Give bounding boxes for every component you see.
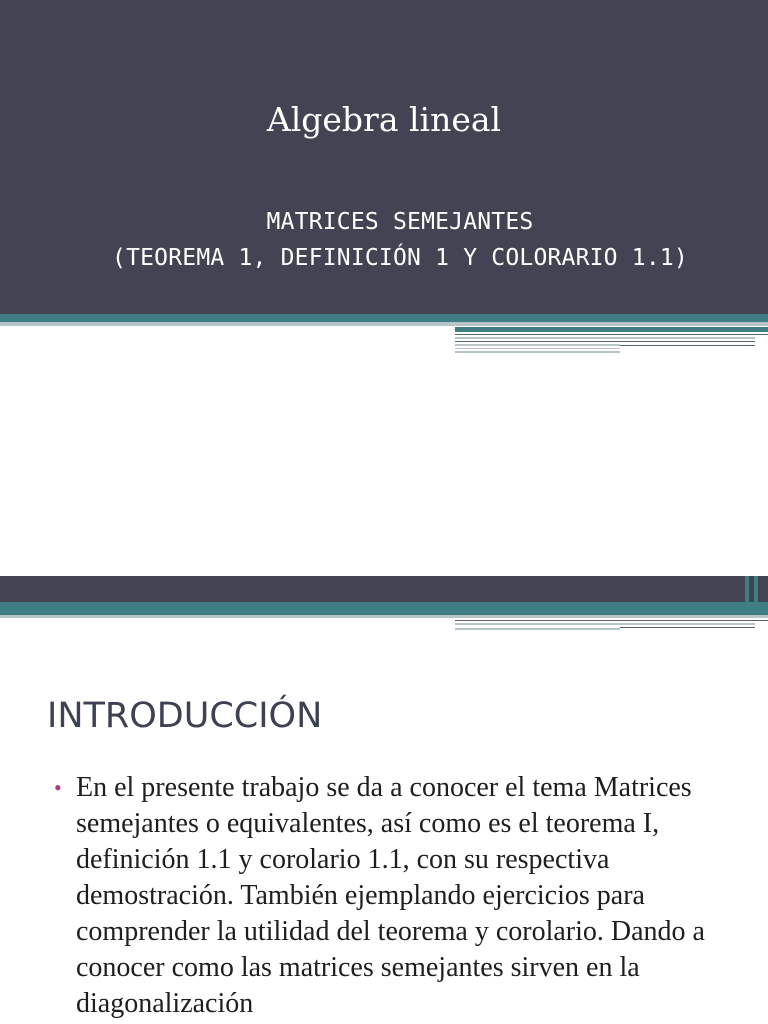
accent-stripe: [0, 314, 768, 322]
accent-line: [455, 341, 755, 342]
accent-line: [620, 627, 755, 628]
accent-line: [455, 337, 755, 339]
accent-line: [455, 334, 768, 335]
accent-line: [455, 351, 620, 353]
bullet-list: [50, 770, 750, 1022]
accent-tick: [745, 576, 749, 602]
subtitle-line: MATRICES SEMEJANTES: [266, 209, 534, 235]
content-slide: [0, 576, 768, 1024]
accent-line: [455, 348, 620, 349]
bullet-icon: •: [54, 775, 62, 800]
subtitle-line: (TEOREMA 1, DEFINICIÓN 1 Y COLORARIO 1.1): [112, 245, 688, 271]
accent-line: [620, 345, 755, 346]
accent-tick: [754, 576, 758, 602]
accent-line: [455, 628, 620, 630]
accent-line: [455, 344, 620, 346]
slide-subtitle: [0, 204, 768, 276]
accent-stripe: [0, 602, 768, 615]
slide-title: Algebra lineal: [266, 100, 502, 139]
section-heading: INTRODUCCIÓN: [47, 696, 323, 736]
accent-stripe: [455, 327, 768, 332]
paragraph-text: En el presente trabajo se da a conocer el tema Matrices semejantes o equivalentes, así como es el teorema I, definición 1.1 y corolario 1.1, con su respectiva demostración. También ejemplando ejercicios para comprender la utilidad del teorema y corolario. Dando a conocer como las matrices semejantes sirven en la diagonalización: [76, 772, 705, 1019]
accent-stripe-light: [0, 615, 768, 618]
accent-line: [455, 623, 755, 625]
accent-line: [455, 620, 768, 621]
list-item: [50, 770, 750, 1022]
header-band: [0, 576, 768, 602]
accent-stripe-light: [0, 322, 768, 326]
